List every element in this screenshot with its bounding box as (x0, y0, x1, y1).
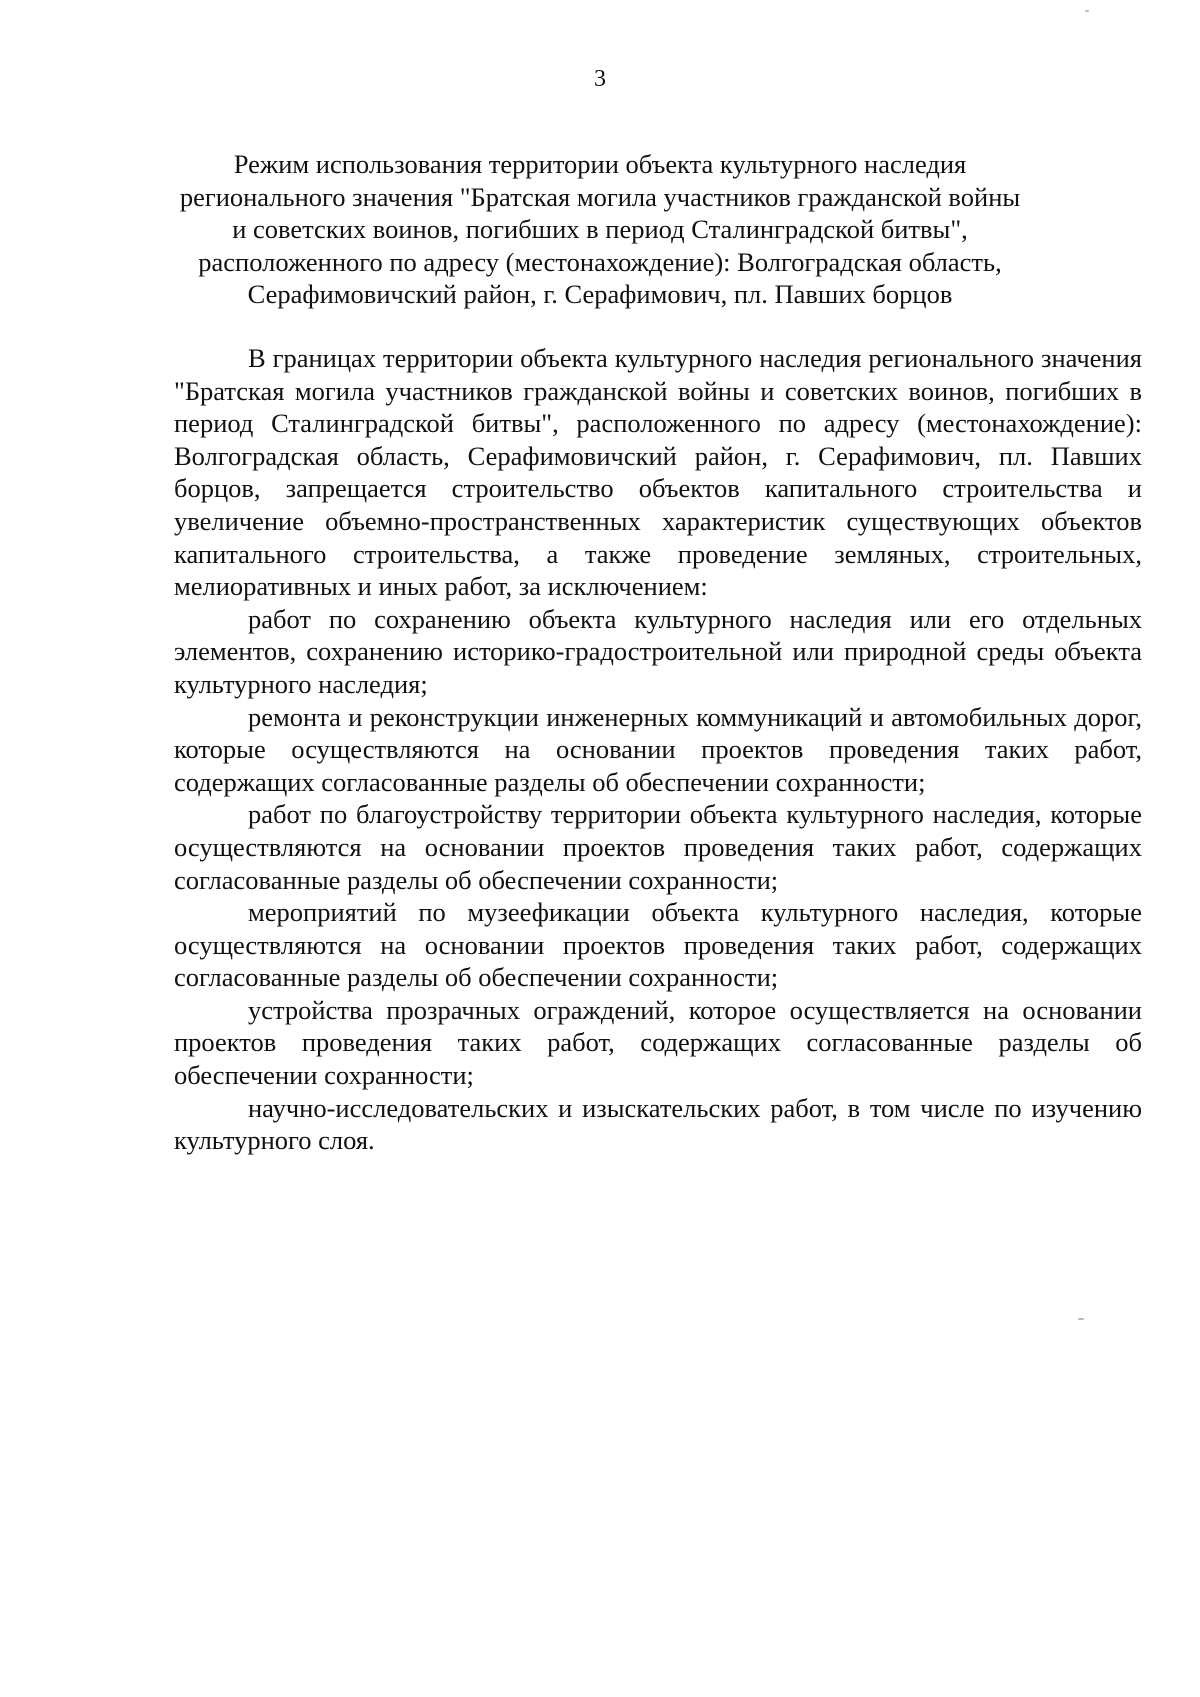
page-number: 3 (594, 66, 606, 92)
title-line: Серафимовичский район, г. Серафимович, пл. Павших борцов (247, 279, 953, 309)
scan-speck (1078, 1318, 1084, 1320)
exception-item: мероприятий по музеефикации объекта культурного наследия, которые осуществляются на основании проектов проведения таких работ, содержащих согласованные разделы об обеспечении сохранности; (174, 897, 1142, 993)
exception-item: ремонта и реконструкции инженерных коммуникаций и автомобильных дорог, которые осуществляются на основании проектов проведения таких работ, содержащих согласованные разделы об обеспечении сохранности; (174, 701, 1142, 797)
document-body (174, 342, 1142, 1157)
title-line: и советских воинов, погибших в период Сталинградской битвы", (232, 214, 968, 244)
document-title (160, 148, 1040, 311)
exception-item: научно-исследовательских и изыскательских работ, в том числе по изучению культурного слоя. (174, 1092, 1142, 1156)
intro-paragraph: В границах территории объекта культурного наследия регионального значения "Братская могила участников гражданской войны и советских воинов, погибших в период Сталинградской битвы", расположенного по адресу (местонахождение): Волгоградская область, Серафимовичский район, г. Серафимович, пл. Павших борцов, запрещается строительство объектов капитального строительства и увеличение объемно-пространственных характеристик существующих объектов капитального строительства, а также проведение земляных, строительных, мелиоративных и иных работ, за исключением: (174, 343, 1142, 602)
scan-speck (1085, 10, 1089, 12)
title-line: регионального значения "Братская могила участников гражданской войны (179, 181, 1021, 212)
title-line: расположенного по адресу (местонахождение): Волгоградская область, (198, 246, 1002, 277)
exception-item: работ по благоустройству территории объекта культурного наследия, которые осуществляются на основании проектов проведения таких работ, содержащих согласованные разделы об обеспечении сохранности; (174, 799, 1142, 895)
exception-item: работ по сохранению объекта культурного наследия или его отдельных элементов, сохранению историко-градостроительной или природной среды объекта культурного наследия; (174, 603, 1142, 699)
title-line: Режим использования территории объекта культурного наследия (233, 149, 967, 179)
exception-item: устройства прозрачных ограждений, которое осуществляется на основании проектов проведения таких работ, содержащих согласованные разделы об обеспечении сохранности; (174, 994, 1142, 1091)
